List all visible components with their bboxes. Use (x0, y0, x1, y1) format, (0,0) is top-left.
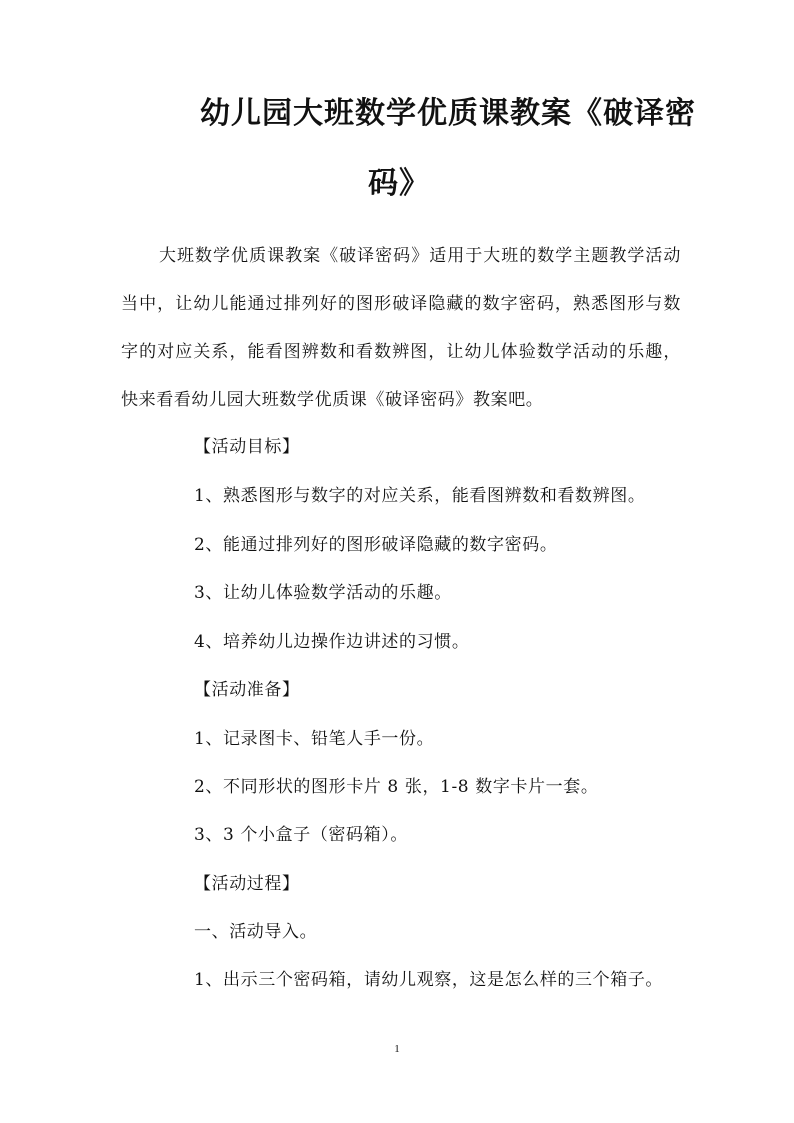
page-number: 1 (394, 1043, 400, 1055)
preparation-item: 2、不同形状的图形卡片 8 张，1-8 数字卡片一套。 (194, 777, 599, 797)
intro-paragraph: 大班数学优质课教案《破译密码》适用于大班的数学主题教学活动当中，让幼儿能通过排列好的图形破译隐藏的数字密码，熟悉图形与数字的对应关系，能看图辨数和看数辨图，让幼儿体验数学活动的乐趣，快来看看幼儿园大班数学优质课《破译密码》教案吧。 (121, 246, 681, 410)
goal-item: 4、培养幼儿边操作边讲述的习惯。 (194, 632, 470, 652)
goal-item: 1、熟悉图形与数字的对应关系，能看图辨数和看数辨图。 (194, 486, 646, 506)
goal-item: 3、让幼儿体验数学活动的乐趣。 (194, 583, 452, 603)
preparation-item: 3、3 个小盒子（密码箱）。 (194, 825, 408, 845)
preparation-item: 1、记录图卡、铅笔人手一份。 (194, 729, 435, 749)
document-title-line-2: 码》 (368, 166, 430, 201)
document-title-line-1: 幼儿园大班数学优质课教案《破译密 (200, 96, 696, 131)
section-heading-preparation: 【活动准备】 (194, 680, 300, 700)
section-heading-goals: 【活动目标】 (194, 437, 300, 457)
process-item: 1、出示三个密码箱，请幼儿观察，这是怎么样的三个箱子。 (194, 970, 664, 990)
goal-item: 2、能通过排列好的图形破译隐藏的数字密码。 (194, 535, 558, 555)
process-item: 一、活动导入。 (194, 922, 318, 942)
section-heading-process: 【活动过程】 (194, 874, 300, 894)
